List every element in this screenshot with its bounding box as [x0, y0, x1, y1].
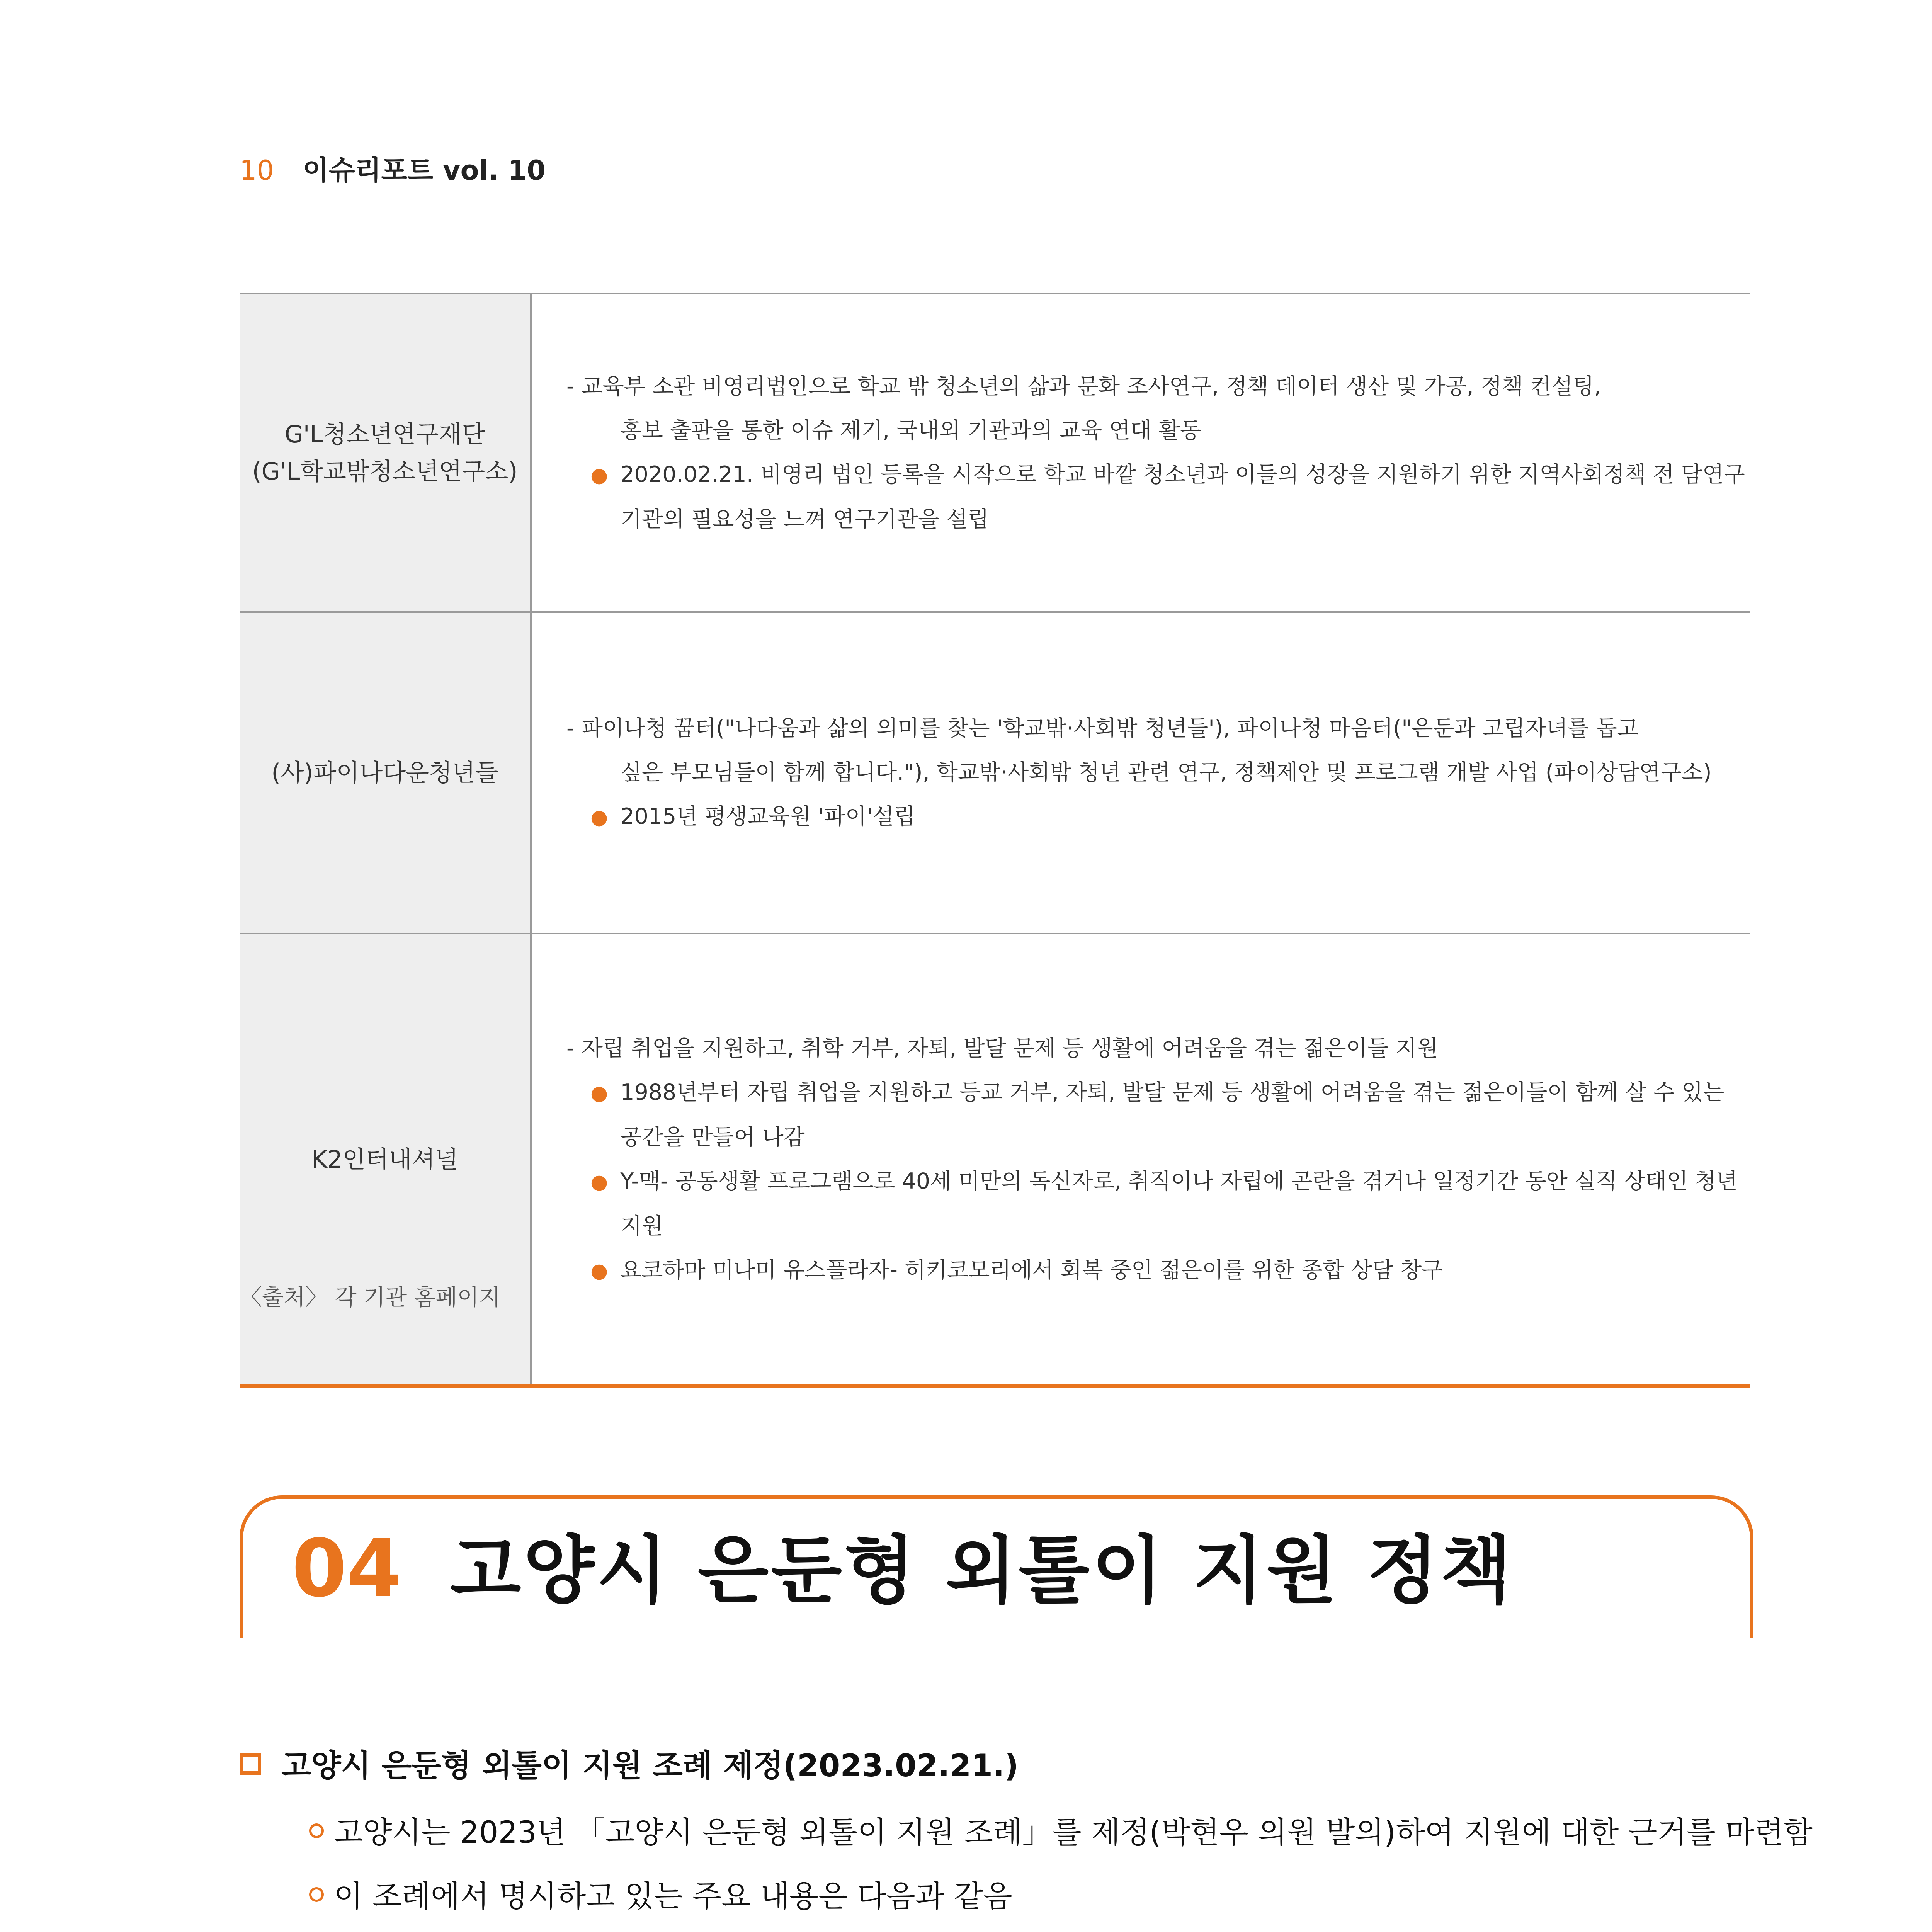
dot-icon: ●	[590, 464, 608, 487]
table-row	[240, 934, 1750, 1386]
dot-icon: ●	[590, 1170, 608, 1194]
bullet-text: Y-맥- 공동생활 프로그램으로 40세 미만의 독신자로, 취직이나 자립에 곤란을 겪거나 일정기간 동안 실직 상태인 청년 지원	[620, 1168, 1738, 1239]
circle-outline-icon	[309, 1887, 324, 1902]
section-title: 고양시 은둔형 외톨이 지원 정책	[450, 1528, 1514, 1613]
table-row	[240, 612, 1750, 934]
list-item-text: 이 조례에서 명시하고 있는 주요 내용은 다음과 같음	[334, 1879, 1012, 1914]
dash-mark: -	[566, 374, 582, 399]
bullet-item	[566, 1159, 1750, 1248]
organization-description	[531, 934, 1750, 1386]
dot-icon: ●	[590, 1259, 608, 1282]
bullet-item	[566, 1248, 1750, 1293]
organization-name-text: K2인터내셔널	[311, 1145, 458, 1173]
bullet-text: 1988년부터 자립 취업을 지원하고 등교 거부, 자퇴, 발달 문제 등 생활에 어려움을 겪는 젊은이들이 함께 살 수 있는 공간을 만들어 나감	[620, 1079, 1725, 1150]
dash-mark: -	[566, 716, 582, 741]
organization-name	[240, 612, 531, 934]
dash-mark: -	[566, 1035, 582, 1061]
dot-icon: ●	[590, 806, 608, 829]
table-row	[240, 294, 1750, 612]
dash-item-continuation: 싶은 부모님들이 함께 합니다."), 학교밖·사회밖 청년 관련 연구, 정책제안 및 프로그램 개발 사업 (파이상담연구소)	[621, 760, 1712, 785]
organization-name	[240, 934, 531, 1386]
bullet-text: 2015년 평생교육원 '파이'설립	[620, 804, 915, 829]
bullet-item	[566, 452, 1750, 541]
dash-item	[566, 706, 1750, 750]
organization-name-text: (사)파이나다운청년들	[271, 759, 498, 787]
organization-table	[240, 293, 1750, 1388]
list-item-text: 고양시는 2023년 「고양시 은둔형 외톨이 지원 조례」를 제정(박현우 의원 발의)하여 지원에 대한 근거를 마련함	[334, 1815, 1813, 1850]
section-number: 04	[292, 1523, 402, 1615]
bullet-text: 2020.02.21. 비영리 법인 등록을 시작으로 학교 바깥 청소년과 이들의 성장을 지원하기 위한 지역사회정책 전 담연구기관의 필요성을 느껴 연구기관을 설립	[620, 462, 1745, 532]
dash-item	[566, 1026, 1750, 1070]
dash-text: 파이나청 꿈터("나다움과 삶의 의미를 찾는 '학교밖·사회밖 청년들'), 파이나청 마음터("은둔과 고립자녀를 돕고	[581, 716, 1639, 741]
circle-outline-icon	[309, 1823, 324, 1838]
subsection-heading-text: 고양시 은둔형 외톨이 지원 조례 제정(2023.02.21.)	[281, 1748, 1019, 1784]
page-header	[240, 149, 546, 188]
organization-description	[531, 612, 1750, 934]
dash-item-continuation: 홍보 출판을 통한 이슈 제기, 국내외 기관과의 교육 연대 활동	[621, 418, 1201, 443]
dash-item	[566, 364, 1750, 408]
dot-icon: ●	[590, 1081, 608, 1105]
dash-text: 교육부 소관 비영리법인으로 학교 밖 청소년의 삶과 문화 조사연구, 정책 데이터 생산 및 가공, 정책 컨설팅,	[581, 374, 1601, 399]
organization-name	[240, 294, 531, 612]
organization-name-text: G'L청소년연구재단 (G'L학교밖청소년연구소)	[252, 420, 518, 485]
source-note: 〈출처〉 각 기관 홈페이지	[240, 1284, 501, 1310]
publication-title: 이슈리포트 vol. 10	[303, 155, 546, 186]
dash-text: 자립 취업을 지원하고, 취학 거부, 자퇴, 발달 문제 등 생활에 어려움을 겪는 젊은이들 지원	[581, 1035, 1438, 1061]
list-item	[309, 1808, 1813, 1852]
bullet-item	[566, 794, 1750, 839]
square-outline-icon	[240, 1753, 261, 1775]
list-item	[309, 1872, 1012, 1915]
subsection-heading	[240, 1741, 1019, 1785]
bullet-text: 요코하마 미나미 유스플라자- 히키코모리에서 회복 중인 젊은이를 위한 종합 상담 창구	[620, 1257, 1443, 1283]
bullet-item	[566, 1070, 1750, 1159]
page-number: 10	[240, 155, 274, 186]
organization-description	[531, 294, 1750, 612]
